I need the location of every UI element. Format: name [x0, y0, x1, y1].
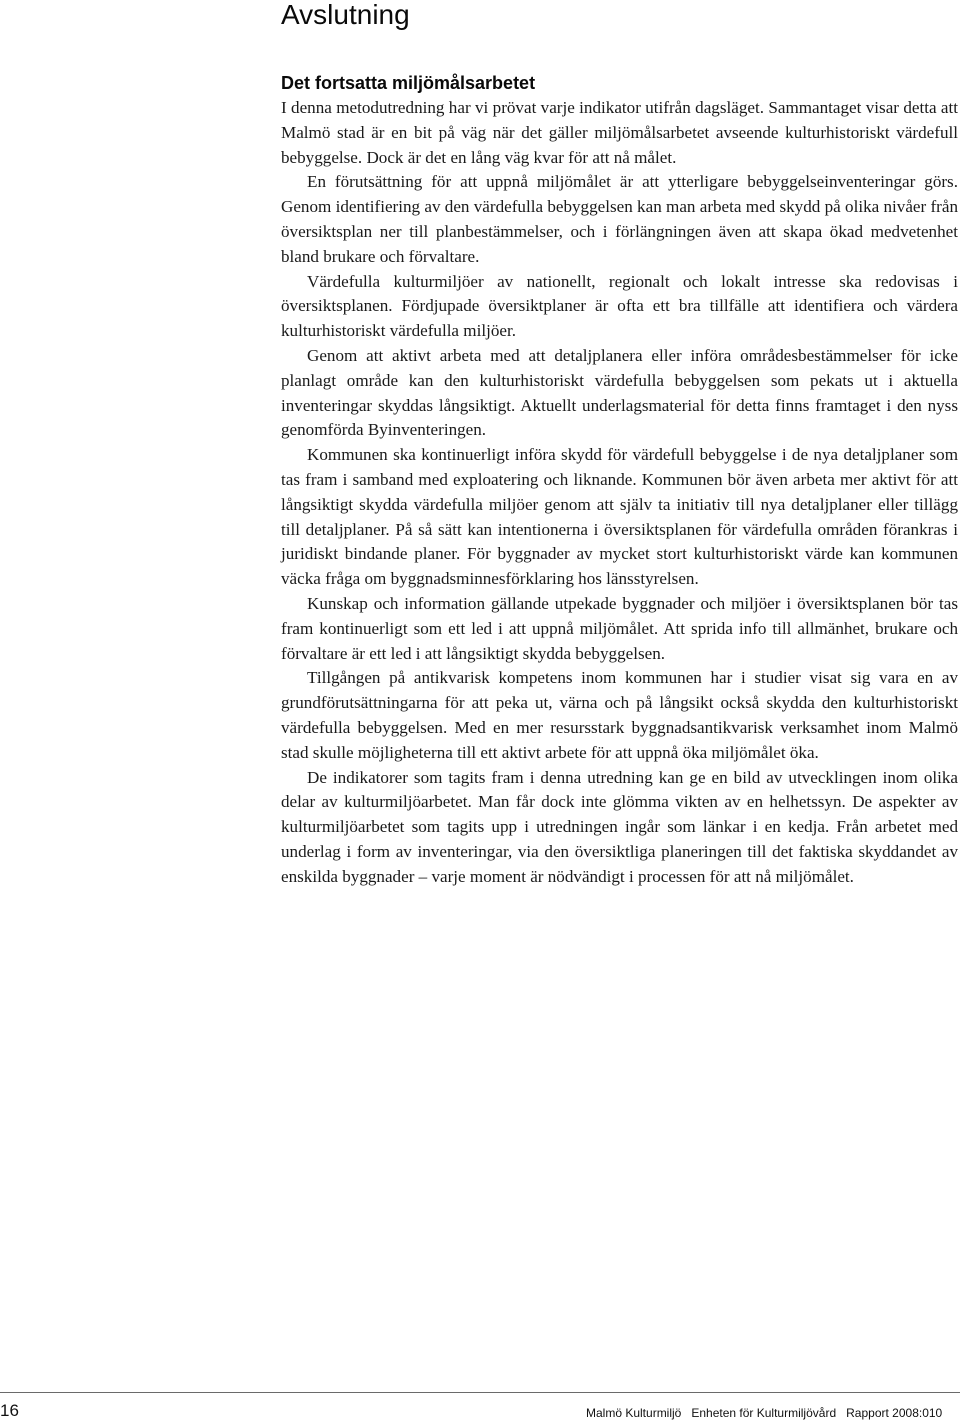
- page-body: [281, 70, 958, 890]
- body-paragraph: Värdefulla kulturmiljöer av nationellt, regionalt och lokalt intresse ska redovisas i översiktsplanen. Fördjupade översiktplaner är ofta ett bra tillfälle att identifiera och värdera kulturhistoriskt värdefulla miljöer.: [281, 271, 958, 341]
- body-paragraph: Kommunen ska kontinuerligt införa skydd för värdefull bebyggelse i de nya detaljplaner som tas fram i samband med exploatering och liknande. Kommunen bör även arbeta mer aktivt för att långsiktigt skydda värdefulla miljöer genom att själv ta initiativ till nya detaljplaner eller tillägg till detaljplaner. På så sätt kan intentionerna i översiktsplanen för värdefulla områden förankras i juridiskt bindande planer. För byggnader av mycket stort kulturhistoriskt värde kan kommunen väcka fråga om byggnadsminnesförklaring hos länsstyrelsen.: [281, 445, 958, 589]
- footer-report: Rapport 2008:010: [846, 1406, 943, 1420]
- body-paragraph: De indikatorer som tagits fram i denna utredning kan ge en bild av utvecklingen inom olika delar av kulturmiljöarbetet. Man får dock inte glömma vikten av en helhetssyn. De aspekter av kulturmiljöarbetet som tagits upp i utredningen ingår som länkar i en kedja. Från arbetet med underlag i form av inventeringar, via den översiktliga planeringen till det faktiska skyddandet av enskilda byggnader – varje moment är nödvändigt i processen för att nå miljömålet.: [281, 767, 958, 886]
- footer-publication: Malmö Kulturmiljö: [586, 1406, 682, 1420]
- footer-divider: [0, 1392, 960, 1393]
- footer-department: Enheten för Kulturmiljövård: [691, 1406, 837, 1420]
- body-paragraph: Kunskap och information gällande utpekade byggnader och miljöer i översiktsplanen bör tas fram kontinuerligt som ett led i att uppnå miljömålet. Att sprida info till allmänhet, brukare och förvaltare är ett led i att långsiktigt skydda bebyggelsen.: [281, 593, 958, 663]
- footer-info: [586, 1405, 942, 1421]
- body-paragraph: En förutsättning för att uppnå miljömålet är att ytterligare bebyggelseinventeringar görs. Genom identifiering av den värdefulla bebyggelsen kan man arbeta med skydd på olika nivåer från översiktsplan ner till planbestämmelser, och i förlängningen även att skapa ökad medvetenhet bland brukare och förvaltare.: [281, 172, 958, 266]
- page-title: Avslutning: [281, 0, 410, 30]
- body-paragraph: Tillgången på antikvarisk kompetens inom kommunen har i studier visat sig vara en av grundförutsättningarna för att peka ut, värna och på långsikt också skydda den kulturhistoriskt värdefulla bebyggelsen. Med en mer resursstark byggnadsantikvarisk verksamhet inom Malmö stad skulle möjligheterna till ett aktivt arbete för att uppnå öka miljömålet öka.: [281, 668, 958, 762]
- section-heading: Det fortsatta miljömålsarbetet: [281, 73, 536, 93]
- body-paragraph: Genom att aktivt arbeta med att detaljplanera eller införa områdesbestämmelser för icke planlagt område kan den kulturhistoriskt värdefulla bebyggelsen som pekats ut i aktuella inventeringar skyddas långsiktigt. Aktuellt underlagsmaterial för detta finns framtaget i den nyss genomförda Byinventeringen.: [281, 345, 958, 440]
- body-paragraph: I denna metodutredning har vi prövat varje indikator utifrån dagsläget. Sammantaget visar detta att Malmö stad är en bit på väg när det gäller miljömålsarbetet avseende kulturhistoriskt värdefull bebyggelse. Dock är det en lång väg kvar för att nå målet.: [281, 98, 958, 167]
- page-number: 16: [0, 1401, 19, 1420]
